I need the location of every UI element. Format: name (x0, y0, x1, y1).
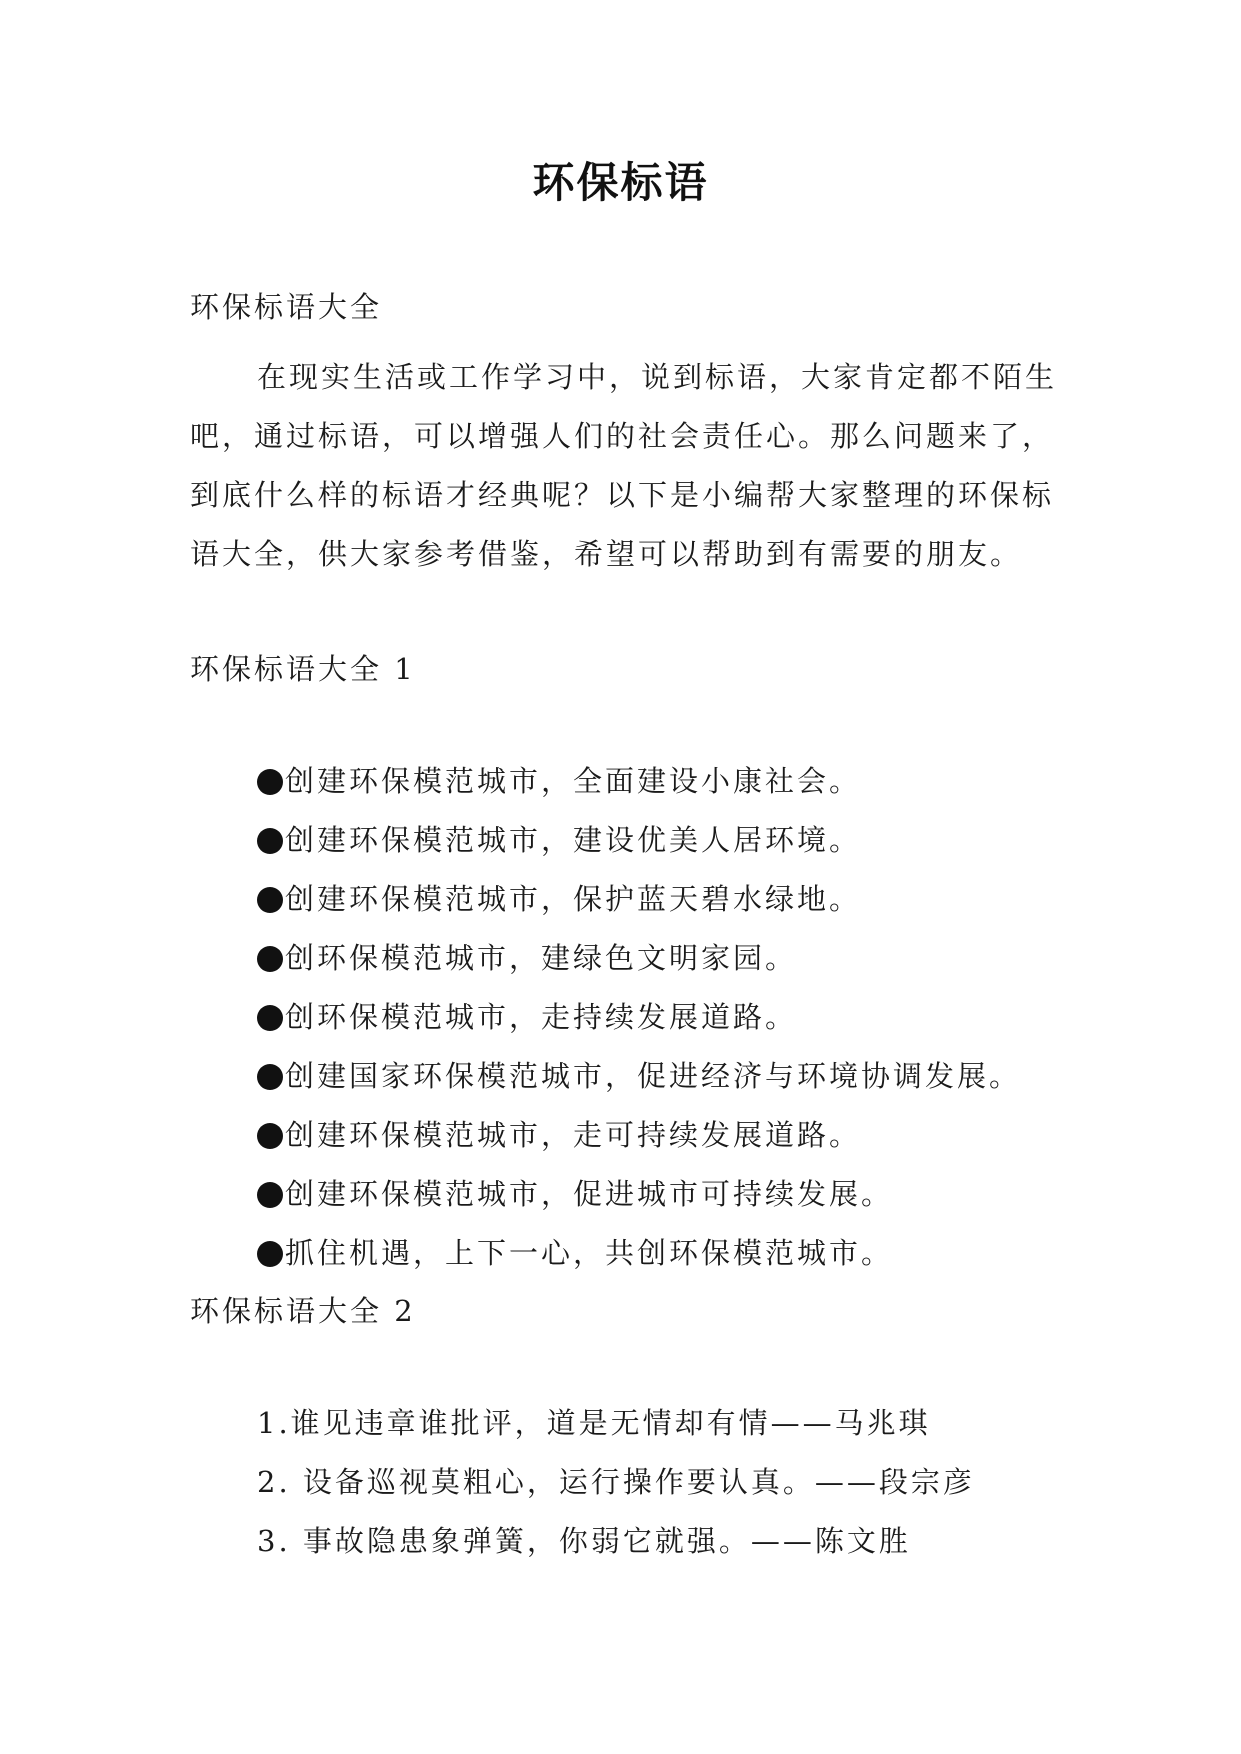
section2-list (257, 1394, 1157, 1571)
bullet-icon (257, 1123, 283, 1149)
list-item: 创建环保模范城市，保护蓝天碧水绿地。 (257, 870, 1157, 929)
document-title: 环保标语 (532, 158, 709, 207)
list-item: 创建环保模范城市，全面建设小康社会。 (257, 752, 1157, 811)
bullet-icon (257, 1182, 283, 1208)
list-item: 创建环保模范城市，建设优美人居环境。 (257, 811, 1157, 870)
intro-paragraph: 在现实生活或工作学习中，说到标语，大家肯定都不陌生吧，通过标语，可以增强人们的社会责任心。那么问题来了，到底什么样的标语才经典呢？以下是小编帮大家整理的环保标语大全，供大家参考借鉴，希望可以帮助到有需要的朋友。 (190, 360, 1058, 571)
list-item: 创环保模范城市，建绿色文明家园。 (257, 929, 1157, 988)
bullet-icon (257, 1005, 283, 1031)
list-item: 创建环保模范城市，走可持续发展道路。 (257, 1106, 1157, 1165)
bullet-icon (257, 1064, 283, 1090)
intro-heading: 环保标语大全 (190, 290, 383, 324)
section2-heading: 环保标语大全 2 (190, 1294, 416, 1328)
list-item: 抓住机遇，上下一心，共创环保模范城市。 (257, 1224, 1157, 1283)
list-item: 3. 事故隐患象弹簧，你弱它就强。——陈文胜 (257, 1524, 911, 1558)
bullet-icon (257, 887, 283, 913)
list-item: 创建环保模范城市，促进城市可持续发展。 (257, 1165, 1157, 1224)
section1-heading: 环保标语大全 1 (190, 652, 416, 686)
bullet-icon (257, 946, 283, 972)
list-item: 创环保模范城市，走持续发展道路。 (257, 988, 1157, 1047)
list-item: 1.谁见违章谁批评，道是无情却有情——马兆琪 (257, 1406, 931, 1440)
section1-list (257, 752, 1157, 1283)
list-item: 2. 设备巡视莫粗心，运行操作要认真。——段宗彦 (257, 1465, 975, 1499)
list-item: 创建国家环保模范城市，促进经济与环境协调发展。 (257, 1047, 1157, 1106)
bullet-icon (257, 828, 283, 854)
bullet-icon (257, 769, 283, 795)
bullet-icon (257, 1241, 283, 1267)
